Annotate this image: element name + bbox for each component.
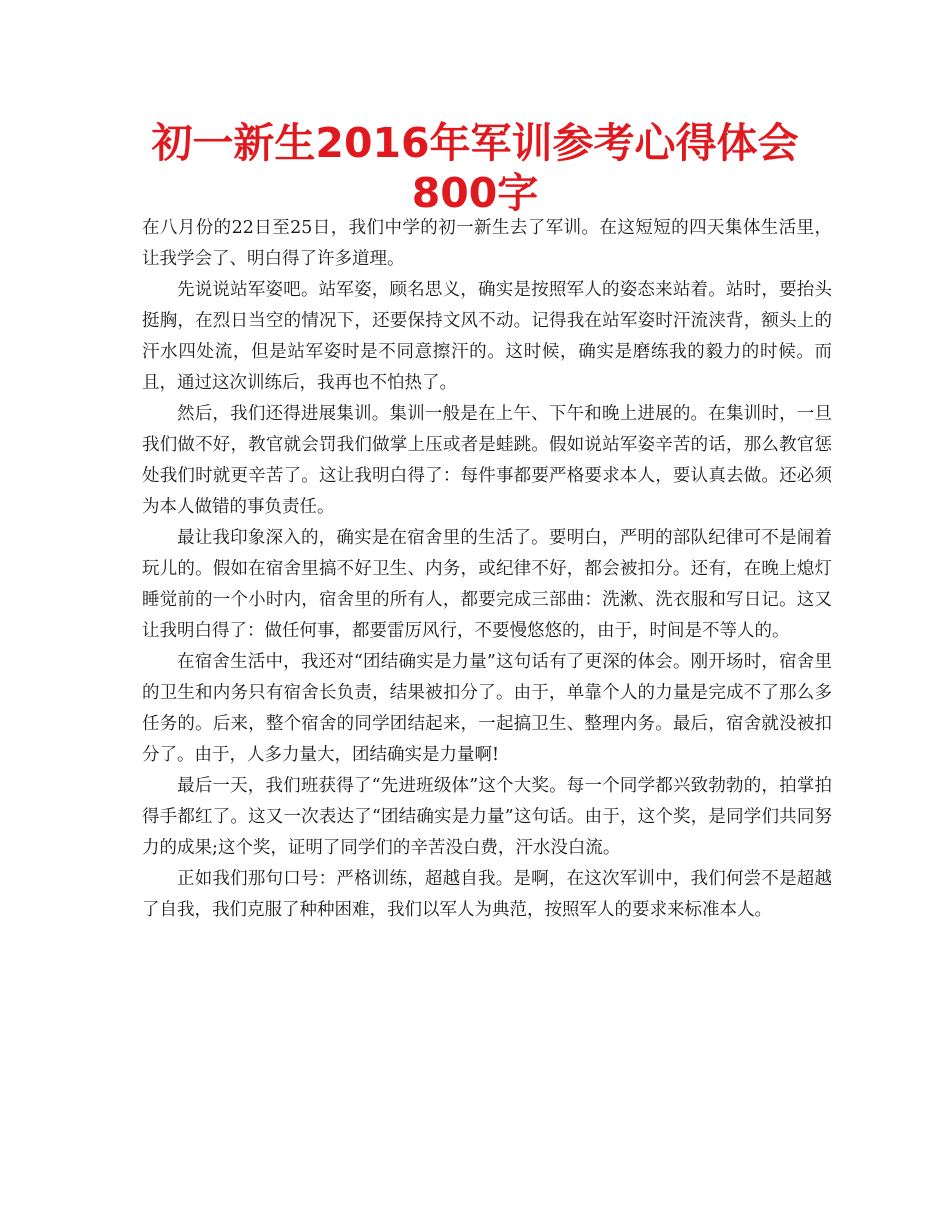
paragraph-6: 最后一天，我们班获得了“先进班级体”这个大奖。每一个同学都兴致勃勃的，拍掌拍得手都红了。这又一次表达了“团结确实是力量”这句话。由于，这个奖，是同学们共同努力的成果;这个奖，证明了同学们的辛苦没白费，汗水没白流。 (142, 776, 832, 858)
paragraph-5: 在宿舍生活中，我还对“团结确实是力量”这句话有了更深的体会。刚开场时，宿舍里的卫生和内务只有宿舍长负责，结果被扣分了。由于，单靠个人的力量是完成不了那么多任务的。后来，整个宿舍的同学团结起来，一起搞卫生、整理内务。最后，宿舍就没被扣分了。由于，人多力量大，团结确实是力量啊! (142, 652, 832, 765)
paragraph-3: 然后，我们还得进展集训。集训一般是在上午、下午和晚上进展的。在集训时，一旦我们做不好，教官就会罚我们做掌上压或者是蛙跳。假如说站军姿辛苦的话，那么教官惩处我们时就更辛苦了。这让我明白得了：每件事都要严格要求本人，要认真去做。还必须为本人做错的事负责任。 (142, 404, 832, 517)
paragraph-4: 最让我印象深入的，确实是在宿舍里的生活了。要明白，严明的部队纪律可不是闹着玩儿的。假如在宿舍里搞不好卫生、内务，或纪律不好，都会被扣分。还有，在晚上熄灯睡觉前的一个小时内，宿舍里的所有人，都要完成三部曲：洗漱、洗衣服和写日记。这又让我明白得了：做任何事，都要雷厉风行，不要慢悠悠的，由于，时间是不等人的。 (142, 528, 832, 641)
document-body (142, 213, 832, 926)
paragraph-7: 正如我们那句口号：严格训练，超越自我。是啊，在这次军训中，我们何尝不是超越了自我，我们克服了种种困难，我们以军人为典范，按照军人的要求来标准本人。 (142, 869, 832, 920)
paragraph-2: 先说说站军姿吧。站军姿，顾名思义，确实是按照军人的姿态来站着。站时，要抬头挺胸，在烈日当空的情况下，还要保持文风不动。记得我在站军姿时汗流浃背，额头上的汗水四处流，但是站军姿时是不同意擦汗的。这时候，确实是磨练我的毅力的时候。而且，通过这次训练后，我再也不怕热了。 (142, 280, 832, 393)
paragraph-1: 在八月份的22日至25日，我们中学的初一新生去了军训。在这短短的四天集体生活里，让我学会了、明白得了许多道理。 (142, 218, 832, 269)
document-title: 初一新生2016年军训参考心得体会800字 (151, 119, 799, 217)
